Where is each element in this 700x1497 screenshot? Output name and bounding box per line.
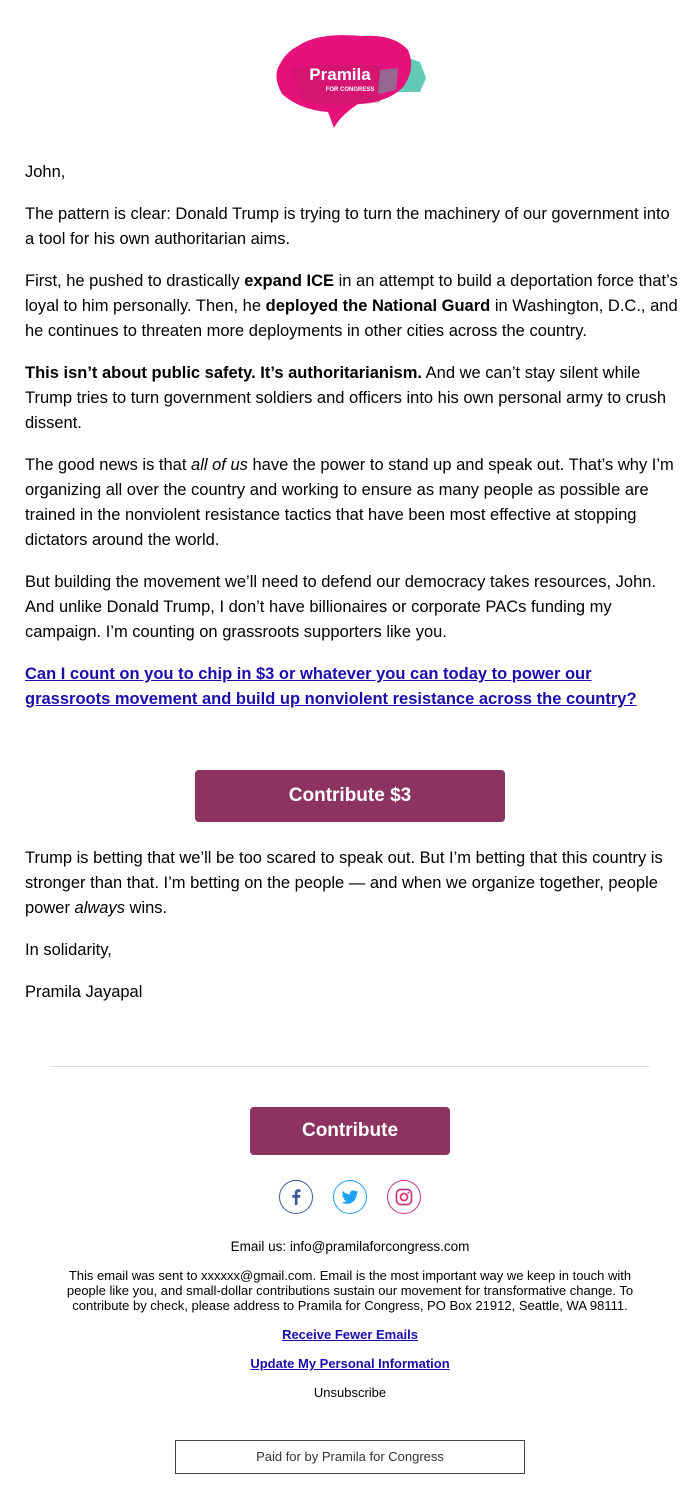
- p4-italic: all of us: [191, 456, 248, 474]
- p6-text-b: wins.: [124, 899, 168, 917]
- instagram-icon: [394, 1187, 414, 1207]
- social-links: [0, 1180, 700, 1216]
- email-us: Email us: info@pramilaforcongress.com: [230, 1239, 470, 1254]
- paragraph-6: [25, 846, 680, 921]
- p3-rest: And we can’t stay silent while Trump tries to turn government soldiers and officers into his own personal army to crush dissent.: [25, 364, 667, 432]
- footer-divider: [50, 1066, 650, 1067]
- p2-text-c: in an attempt to build a deportation force that’s loyal to him personally. Then, he: [25, 272, 678, 315]
- unsubscribe-link[interactable]: Unsubscribe: [313, 1385, 387, 1400]
- p4-text-a: The good news is that: [25, 456, 192, 474]
- email-body: [25, 160, 680, 729]
- paragraph-5: But building the movement we’ll need to defend our democracy takes resources, John. And unlike Donald Trump, I don’t have billionaires or corporate PACs funding my campaign. I’m counting on grassroots supporters like you.: [25, 573, 657, 641]
- pramila-logo[interactable]: [270, 28, 430, 132]
- p2-text-a: First, he pushed to drastically: [25, 272, 245, 290]
- paragraph-1: The pattern is clear: Donald Trump is trying to turn the machinery of our government into a tool for his own authoritarian aims.: [25, 205, 670, 248]
- update-info-link[interactable]: Update My Personal Information: [250, 1356, 450, 1371]
- facebook-icon: [286, 1187, 306, 1207]
- p3-bold: This isn’t about public safety. It’s authoritarianism.: [25, 364, 422, 382]
- paragraph-3: [25, 361, 680, 436]
- email-body-closing: [25, 846, 680, 1022]
- contribute-button[interactable]: Contribute: [250, 1107, 450, 1155]
- p6-text-a: Trump is betting that we’ll be too scared to speak out. But I’m betting that this country is stronger than that. I’m betting on the people — and when we organize together, people power: [25, 849, 663, 917]
- cta-link[interactable]: Can I count on you to chip in $3 or whatever you can today to power our grassroots movement and build up nonviolent resistance across the country?: [25, 665, 637, 708]
- instagram-link[interactable]: [387, 1180, 421, 1214]
- signoff: In solidarity,: [25, 941, 112, 959]
- facebook-link[interactable]: [279, 1180, 313, 1214]
- paid-for-disclaimer: Paid for by Pramila for Congress: [175, 1440, 525, 1474]
- cta-paragraph: [25, 662, 680, 712]
- signature: Pramila Jayapal: [25, 983, 143, 1001]
- p2-text-e: in Washington, D.C., and he continues to threaten more deployments in other cities across the country.: [25, 297, 678, 340]
- p2-bold-expand-ice: expand ICE: [244, 272, 335, 290]
- contribute-3-button[interactable]: Contribute $3: [195, 770, 505, 822]
- p6-italic: always: [74, 899, 125, 917]
- greeting: John,: [25, 163, 66, 181]
- p2-bold-national-guard: deployed the National Guard: [265, 297, 491, 315]
- paragraph-2: [25, 269, 680, 344]
- legal-text: This email was sent to xxxxxx@gmail.com. Email is the most important way we keep in touch with people like you, and small-dollar contributions sustain our movement for transformative change. To contribute by check, please address to Pramila for Congress, PO Box 21912, Seattle, WA 98111.: [66, 1268, 634, 1313]
- twitter-link[interactable]: [333, 1180, 367, 1214]
- p4-text-b: have the power to stand up and speak out. That’s why I’m organizing all over the country and working to ensure as many people as possible are trained in the nonviolent resistance tactics that have been most effective at stopping dictators around the world.: [25, 456, 674, 549]
- footer: [50, 1239, 650, 1400]
- logo-tagline: FOR CONGRESS: [325, 87, 375, 93]
- paragraph-4: [25, 453, 680, 553]
- twitter-icon: [340, 1187, 360, 1207]
- logo-name: Pramila: [309, 65, 371, 84]
- logo-brushstroke-icon: [270, 28, 430, 132]
- receive-fewer-emails-link[interactable]: Receive Fewer Emails: [282, 1327, 418, 1342]
